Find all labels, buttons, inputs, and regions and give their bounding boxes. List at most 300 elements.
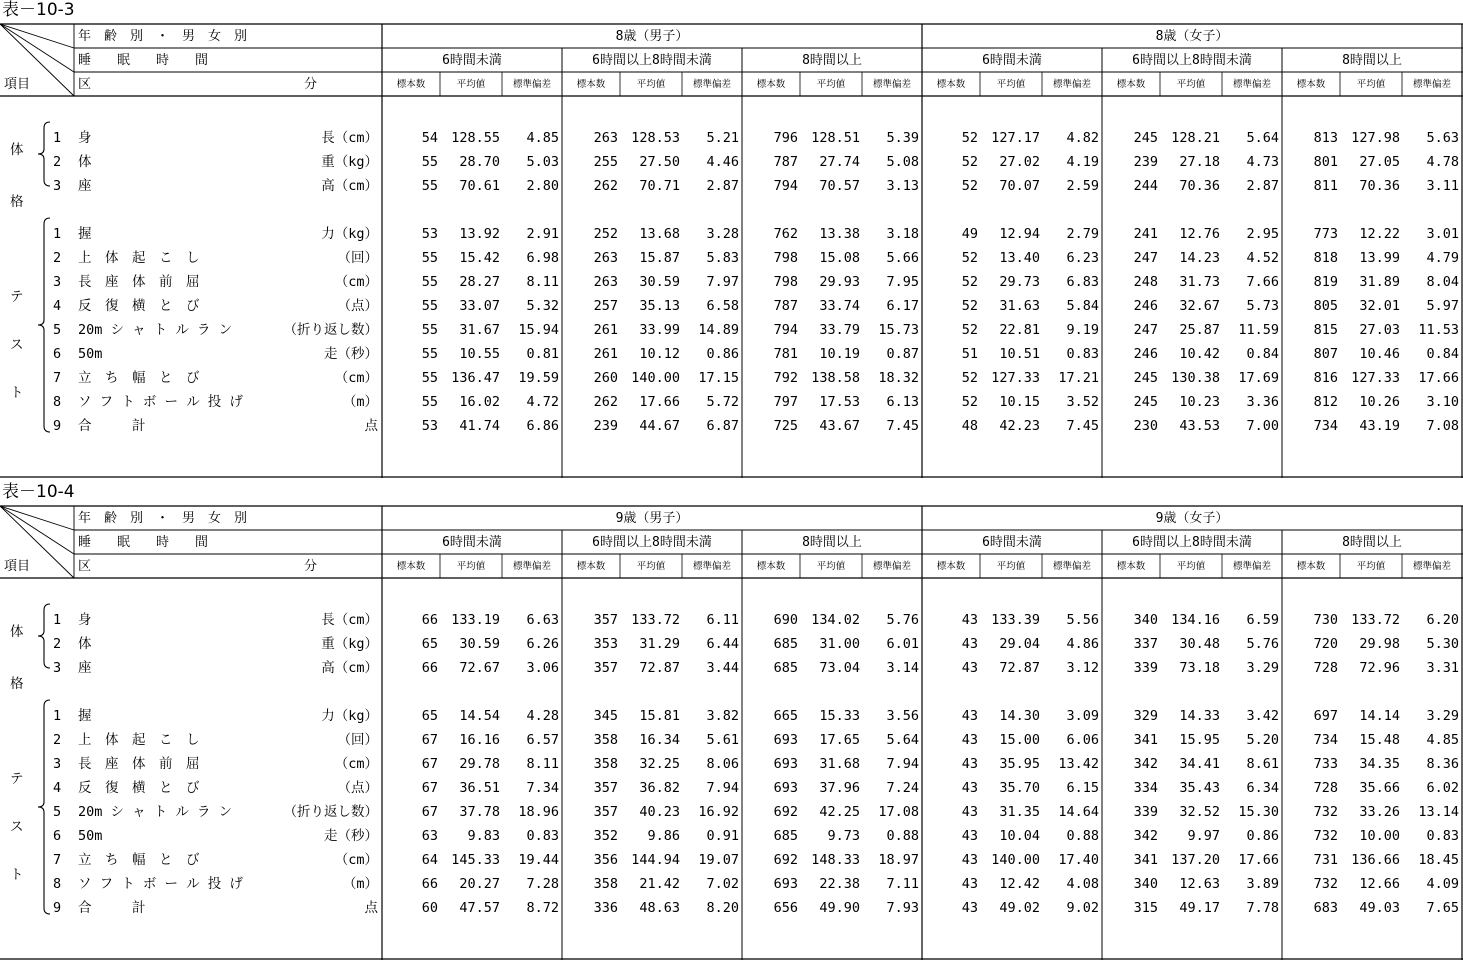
- data-cell: 127.33: [991, 370, 1040, 386]
- data-cell: 341: [1133, 852, 1158, 868]
- row-item-label: 座: [78, 660, 92, 676]
- data-cell: 66: [421, 876, 438, 892]
- subgroup-header-5: 8時間以上: [1342, 535, 1402, 550]
- group-header-1: 8歳（女子）: [1155, 29, 1229, 44]
- data-cell: 13.40: [999, 250, 1040, 266]
- data-cell: 725: [773, 418, 798, 434]
- data-cell: 4.82: [1066, 130, 1099, 146]
- data-cell: 17.69: [1238, 370, 1279, 386]
- rule-line: [0, 506, 74, 530]
- data-cell: 5.21: [706, 130, 739, 146]
- row-unit-label: （折り返し数）: [283, 322, 378, 338]
- data-cell: 3.11: [1426, 178, 1459, 194]
- stat-header: 平均値: [636, 561, 666, 572]
- row-unit-label: 点: [364, 900, 378, 916]
- data-cell: 70.57: [819, 178, 860, 194]
- row-unit-label: 重（kg）: [321, 636, 378, 652]
- row-item-label: 握: [78, 708, 92, 724]
- data-cell: 732: [1313, 876, 1338, 892]
- data-cell: 130.38: [1171, 370, 1220, 386]
- data-cell: 29.93: [819, 274, 860, 290]
- data-cell: 252: [593, 226, 618, 242]
- data-cell: 6.23: [1066, 250, 1099, 266]
- stat-header: 標本数: [396, 561, 426, 572]
- row-number: 8: [53, 394, 62, 410]
- table-row: [0, 390, 1463, 414]
- data-cell: 261: [593, 346, 618, 362]
- data-cell: 7.97: [706, 274, 739, 290]
- data-cell: 685: [773, 636, 798, 652]
- data-cell: 315: [1133, 900, 1158, 916]
- data-cell: 29.78: [459, 756, 500, 772]
- data-cell: 43.19: [1359, 418, 1400, 434]
- data-cell: 14.14: [1359, 708, 1400, 724]
- data-cell: 70.61: [459, 178, 500, 194]
- data-cell: 49: [961, 226, 978, 242]
- row-number: 3: [53, 756, 62, 772]
- rule-line: [0, 24, 74, 72]
- data-cell: 734: [1313, 732, 1338, 748]
- data-cell: 43: [961, 780, 978, 796]
- row-item-label: 上 体 起 こ し: [78, 250, 200, 266]
- subgroup-header-4: 6時間以上8時間未満: [1132, 53, 1252, 68]
- data-cell: 257: [593, 298, 618, 314]
- data-cell: 66: [421, 660, 438, 676]
- data-cell: 27.18: [1179, 154, 1220, 170]
- data-cell: 33.26: [1359, 804, 1400, 820]
- data-cell: 140.00: [991, 852, 1040, 868]
- data-cell: 6.15: [1066, 780, 1099, 796]
- data-cell: 7.08: [1426, 418, 1459, 434]
- data-cell: 7.95: [886, 274, 919, 290]
- data-cell: 29.04: [999, 636, 1040, 652]
- data-cell: 48.63: [639, 900, 680, 916]
- data-cell: 733: [1313, 756, 1338, 772]
- data-cell: 7.34: [526, 780, 559, 796]
- data-cell: 67: [421, 732, 438, 748]
- data-cell: 0.83: [526, 828, 559, 844]
- data-cell: 128.21: [1171, 130, 1220, 146]
- subgroup-header-1: 6時間以上8時間未満: [592, 535, 712, 550]
- row-number: 5: [53, 804, 62, 820]
- row-number: 5: [53, 322, 62, 338]
- data-cell: 14.54: [459, 708, 500, 724]
- data-cell: 10.04: [999, 828, 1040, 844]
- header-class-label-right: 分: [304, 77, 318, 92]
- data-cell: 32.52: [1179, 804, 1220, 820]
- data-cell: 30.59: [459, 636, 500, 652]
- data-cell: 31.67: [459, 322, 500, 338]
- data-cell: 341: [1133, 732, 1158, 748]
- data-cell: 12.94: [999, 226, 1040, 242]
- data-cell: 3.56: [886, 708, 919, 724]
- data-cell: 35.66: [1359, 780, 1400, 796]
- data-cell: 29.98: [1359, 636, 1400, 652]
- data-cell: 15.42: [459, 250, 500, 266]
- data-cell: 8.04: [1426, 274, 1459, 290]
- data-cell: 13.38: [819, 226, 860, 242]
- data-cell: 342: [1133, 756, 1158, 772]
- row-number: 6: [53, 828, 62, 844]
- data-cell: 133.72: [631, 612, 680, 628]
- data-cell: 730: [1313, 612, 1338, 628]
- data-cell: 27.03: [1359, 322, 1400, 338]
- row-item-label: 長 座 体 前 屈: [78, 274, 200, 290]
- table-title: 表－10-3: [2, 0, 75, 20]
- data-cell: 43: [961, 756, 978, 772]
- table-row: [0, 342, 1463, 366]
- data-cell: 0.87: [886, 346, 919, 362]
- data-cell: 5.32: [526, 298, 559, 314]
- data-cell: 29.73: [999, 274, 1040, 290]
- data-cell: 70.07: [999, 178, 1040, 194]
- data-cell: 5.64: [1246, 130, 1279, 146]
- rule-line: [0, 24, 74, 48]
- data-cell: 10.46: [1359, 346, 1400, 362]
- data-cell: 134.16: [1171, 612, 1220, 628]
- data-cell: 0.88: [1066, 828, 1099, 844]
- data-cell: 10.19: [819, 346, 860, 362]
- data-cell: 18.96: [518, 804, 559, 820]
- data-cell: 14.30: [999, 708, 1040, 724]
- row-unit-label: （m）: [342, 876, 378, 892]
- data-cell: 3.18: [886, 226, 919, 242]
- data-cell: 3.12: [1066, 660, 1099, 676]
- stat-header: 標準偏差: [1412, 561, 1451, 572]
- data-cell: 6.02: [1426, 780, 1459, 796]
- data-cell: 133.39: [991, 612, 1040, 628]
- data-cell: 17.66: [1238, 852, 1279, 868]
- row-item-label: 50m: [78, 346, 103, 362]
- table-row: [0, 824, 1463, 848]
- row-number: 9: [53, 900, 62, 916]
- stat-header: 標準偏差: [512, 79, 551, 90]
- row-number: 2: [53, 636, 62, 652]
- data-cell: 0.83: [1066, 346, 1099, 362]
- data-cell: 15.30: [1238, 804, 1279, 820]
- data-cell: 244: [1133, 178, 1158, 194]
- data-cell: 4.09: [1426, 876, 1459, 892]
- data-cell: 52: [961, 394, 978, 410]
- table-row: [0, 728, 1463, 752]
- data-cell: 3.29: [1426, 708, 1459, 724]
- data-cell: 43: [961, 660, 978, 676]
- data-cell: 37.96: [819, 780, 860, 796]
- row-item-label: 座: [78, 178, 92, 194]
- data-cell: 49.02: [999, 900, 1040, 916]
- data-cell: 5.97: [1426, 298, 1459, 314]
- data-cell: 73.18: [1179, 660, 1220, 676]
- subgroup-header-4: 6時間以上8時間未満: [1132, 535, 1252, 550]
- data-cell: 36.82: [639, 780, 680, 796]
- data-cell: 19.44: [518, 852, 559, 868]
- data-cell: 0.84: [1426, 346, 1459, 362]
- stat-header: 標準偏差: [692, 561, 731, 572]
- data-cell: 358: [593, 732, 618, 748]
- data-cell: 358: [593, 876, 618, 892]
- data-cell: 805: [1313, 298, 1338, 314]
- data-cell: 15.48: [1359, 732, 1400, 748]
- data-cell: 3.52: [1066, 394, 1099, 410]
- data-cell: 2.59: [1066, 178, 1099, 194]
- stat-header: 標準偏差: [872, 79, 911, 90]
- table-row: [0, 174, 1463, 198]
- data-cell: 32.25: [639, 756, 680, 772]
- table-row: [0, 414, 1463, 438]
- data-cell: 693: [773, 876, 798, 892]
- data-cell: 5.03: [526, 154, 559, 170]
- data-cell: 70.71: [639, 178, 680, 194]
- data-cell: 49.03: [1359, 900, 1400, 916]
- row-item-label: 合 計: [78, 418, 146, 434]
- group-header-0: 9歳（男子）: [615, 511, 689, 526]
- data-cell: 685: [773, 660, 798, 676]
- data-cell: 43: [961, 900, 978, 916]
- data-cell: 4.86: [1066, 636, 1099, 652]
- data-cell: 3.28: [706, 226, 739, 242]
- data-cell: 31.73: [1179, 274, 1220, 290]
- data-cell: 7.00: [1246, 418, 1279, 434]
- data-cell: 55: [421, 250, 438, 266]
- data-cell: 9.83: [467, 828, 500, 844]
- data-cell: 53: [421, 418, 438, 434]
- data-cell: 787: [773, 154, 798, 170]
- data-cell: 66: [421, 612, 438, 628]
- row-item-label: 体: [78, 636, 92, 652]
- data-cell: 3.36: [1246, 394, 1279, 410]
- data-cell: 140.00: [631, 370, 680, 386]
- data-cell: 2.95: [1246, 226, 1279, 242]
- data-cell: 136.66: [1351, 852, 1400, 868]
- row-unit-label: （折り返し数）: [283, 804, 378, 820]
- data-cell: 25.87: [1179, 322, 1220, 338]
- row-number: 9: [53, 418, 62, 434]
- data-cell: 43.53: [1179, 418, 1220, 434]
- data-cell: 728: [1313, 780, 1338, 796]
- data-cell: 13.14: [1418, 804, 1459, 820]
- data-cell: 731: [1313, 852, 1338, 868]
- stat-header: 標準偏差: [872, 561, 911, 572]
- data-cell: 263: [593, 130, 618, 146]
- data-cell: 51: [961, 346, 978, 362]
- data-cell: 10.15: [999, 394, 1040, 410]
- row-unit-label: （回）: [337, 732, 378, 748]
- data-cell: 798: [773, 250, 798, 266]
- data-cell: 5.20: [1246, 732, 1279, 748]
- table-row: [0, 704, 1463, 728]
- row-number: 2: [53, 154, 62, 170]
- stat-header: 標準偏差: [1232, 561, 1271, 572]
- stat-header: 標本数: [576, 79, 606, 90]
- data-cell: 241: [1133, 226, 1158, 242]
- row-unit-label: 走（秒）: [324, 346, 378, 362]
- row-unit-label: （cm）: [334, 756, 378, 772]
- data-cell: 12.42: [999, 876, 1040, 892]
- data-cell: 3.09: [1066, 708, 1099, 724]
- data-cell: 67: [421, 756, 438, 772]
- data-cell: 337: [1133, 636, 1158, 652]
- data-cell: 7.45: [886, 418, 919, 434]
- data-cell: 43: [961, 876, 978, 892]
- data-cell: 10.55: [459, 346, 500, 362]
- data-cell: 14.33: [1179, 708, 1220, 724]
- data-cell: 15.73: [878, 322, 919, 338]
- data-cell: 19.59: [518, 370, 559, 386]
- data-cell: 136.47: [451, 370, 500, 386]
- data-cell: 690: [773, 612, 798, 628]
- data-cell: 31.68: [819, 756, 860, 772]
- data-cell: 11.53: [1418, 322, 1459, 338]
- table-row: [0, 632, 1463, 656]
- data-cell: 28.27: [459, 274, 500, 290]
- header-age-sex-label: 年 齢 別 ・ 男 女 別: [78, 29, 248, 44]
- subgroup-header-0: 6時間未満: [442, 535, 502, 550]
- data-cell: 22.81: [999, 322, 1040, 338]
- data-cell: 815: [1313, 322, 1338, 338]
- stat-header: 平均値: [996, 79, 1026, 90]
- row-unit-label: （m）: [342, 394, 378, 410]
- data-cell: 13.42: [1058, 756, 1099, 772]
- data-cell: 63: [421, 828, 438, 844]
- data-cell: 35.13: [639, 298, 680, 314]
- data-cell: 43: [961, 804, 978, 820]
- data-cell: 262: [593, 394, 618, 410]
- data-cell: 0.81: [526, 346, 559, 362]
- data-cell: 693: [773, 756, 798, 772]
- data-cell: 7.94: [886, 756, 919, 772]
- row-item-label: 身: [78, 130, 92, 146]
- data-cell: 692: [773, 852, 798, 868]
- data-cell: 49.17: [1179, 900, 1220, 916]
- data-cell: 72.67: [459, 660, 500, 676]
- group-header-1: 9歳（女子）: [1155, 511, 1229, 526]
- data-cell: 3.29: [1246, 660, 1279, 676]
- data-cell: 3.31: [1426, 660, 1459, 676]
- stat-header: 平均値: [456, 561, 486, 572]
- data-cell: 33.99: [639, 322, 680, 338]
- data-cell: 17.40: [1058, 852, 1099, 868]
- data-cell: 7.66: [1246, 274, 1279, 290]
- data-cell: 5.84: [1066, 298, 1099, 314]
- data-cell: 32.67: [1179, 298, 1220, 314]
- data-cell: 33.74: [819, 298, 860, 314]
- data-cell: 30.59: [639, 274, 680, 290]
- data-cell: 773: [1313, 226, 1338, 242]
- data-cell: 796: [773, 130, 798, 146]
- data-cell: 35.70: [999, 780, 1040, 796]
- data-cell: 67: [421, 804, 438, 820]
- category-label: 体: [10, 142, 24, 158]
- stat-header: 標準偏差: [1232, 79, 1271, 90]
- subgroup-header-3: 6時間未満: [982, 535, 1042, 550]
- data-cell: 807: [1313, 346, 1338, 362]
- data-cell: 15.87: [639, 250, 680, 266]
- data-cell: 255: [593, 154, 618, 170]
- data-cell: 5.66: [886, 250, 919, 266]
- data-cell: 7.28: [526, 876, 559, 892]
- data-cell: 52: [961, 130, 978, 146]
- data-cell: 247: [1133, 250, 1158, 266]
- data-cell: 33.07: [459, 298, 500, 314]
- data-cell: 5.39: [886, 130, 919, 146]
- subgroup-header-5: 8時間以上: [1342, 53, 1402, 68]
- data-cell: 683: [1313, 900, 1338, 916]
- data-cell: 15.08: [819, 250, 860, 266]
- data-cell: 6.83: [1066, 274, 1099, 290]
- data-cell: 34.35: [1359, 756, 1400, 772]
- category-label: テ: [10, 289, 24, 305]
- data-cell: 6.34: [1246, 780, 1279, 796]
- data-cell: 4.78: [1426, 154, 1459, 170]
- row-number: 1: [53, 226, 62, 242]
- row-unit-label: （cm）: [334, 852, 378, 868]
- data-cell: 17.15: [698, 370, 739, 386]
- rule-line: [0, 506, 74, 554]
- data-cell: 6.98: [526, 250, 559, 266]
- stat-header: 標準偏差: [692, 79, 731, 90]
- row-number: 4: [53, 780, 62, 796]
- data-cell: 7.94: [706, 780, 739, 796]
- data-cell: 4.46: [706, 154, 739, 170]
- data-cell: 8.61: [1246, 756, 1279, 772]
- data-cell: 6.86: [526, 418, 559, 434]
- data-cell: 12.76: [1179, 226, 1220, 242]
- stat-header: 標本数: [1116, 79, 1146, 90]
- category-label: 格: [10, 194, 24, 210]
- category-label: ス: [10, 819, 24, 835]
- data-cell: 20.27: [459, 876, 500, 892]
- data-cell: 2.79: [1066, 226, 1099, 242]
- data-cell: 52: [961, 250, 978, 266]
- data-cell: 340: [1133, 876, 1158, 892]
- row-item-label: ソ フ ト ボ ー ル 投 げ: [78, 394, 243, 410]
- data-cell: 8.72: [526, 900, 559, 916]
- data-cell: 65: [421, 636, 438, 652]
- data-cell: 60: [421, 900, 438, 916]
- data-cell: 9.19: [1066, 322, 1099, 338]
- data-cell: 55: [421, 322, 438, 338]
- data-cell: 15.95: [1179, 732, 1220, 748]
- row-number: 1: [53, 130, 62, 146]
- data-cell: 7.24: [886, 780, 919, 796]
- row-item-label: 20m シ ャ ト ル ラ ン: [78, 322, 233, 338]
- data-cell: 65: [421, 708, 438, 724]
- data-cell: 0.83: [1426, 828, 1459, 844]
- data-cell: 21.42: [639, 876, 680, 892]
- data-cell: 17.66: [1418, 370, 1459, 386]
- data-cell: 5.56: [1066, 612, 1099, 628]
- stat-header: 標準偏差: [1052, 561, 1091, 572]
- data-cell: 794: [773, 178, 798, 194]
- data-cell: 4.72: [526, 394, 559, 410]
- data-cell: 16.02: [459, 394, 500, 410]
- data-cell: 819: [1313, 274, 1338, 290]
- row-number: 7: [53, 852, 62, 868]
- data-cell: 6.01: [886, 636, 919, 652]
- row-item-label: 合 計: [78, 900, 146, 916]
- data-cell: 3.89: [1246, 876, 1279, 892]
- data-cell: 247: [1133, 322, 1158, 338]
- data-cell: 798: [773, 274, 798, 290]
- data-cell: 801: [1313, 154, 1338, 170]
- data-cell: 4.85: [1426, 732, 1459, 748]
- data-cell: 35.95: [999, 756, 1040, 772]
- row-item-label: 20m シ ャ ト ル ラ ン: [78, 804, 233, 820]
- data-cell: 2.87: [1246, 178, 1279, 194]
- header-item-label: 項目: [4, 77, 31, 92]
- table-title: 表－10-4: [2, 482, 75, 502]
- data-cell: 5.83: [706, 250, 739, 266]
